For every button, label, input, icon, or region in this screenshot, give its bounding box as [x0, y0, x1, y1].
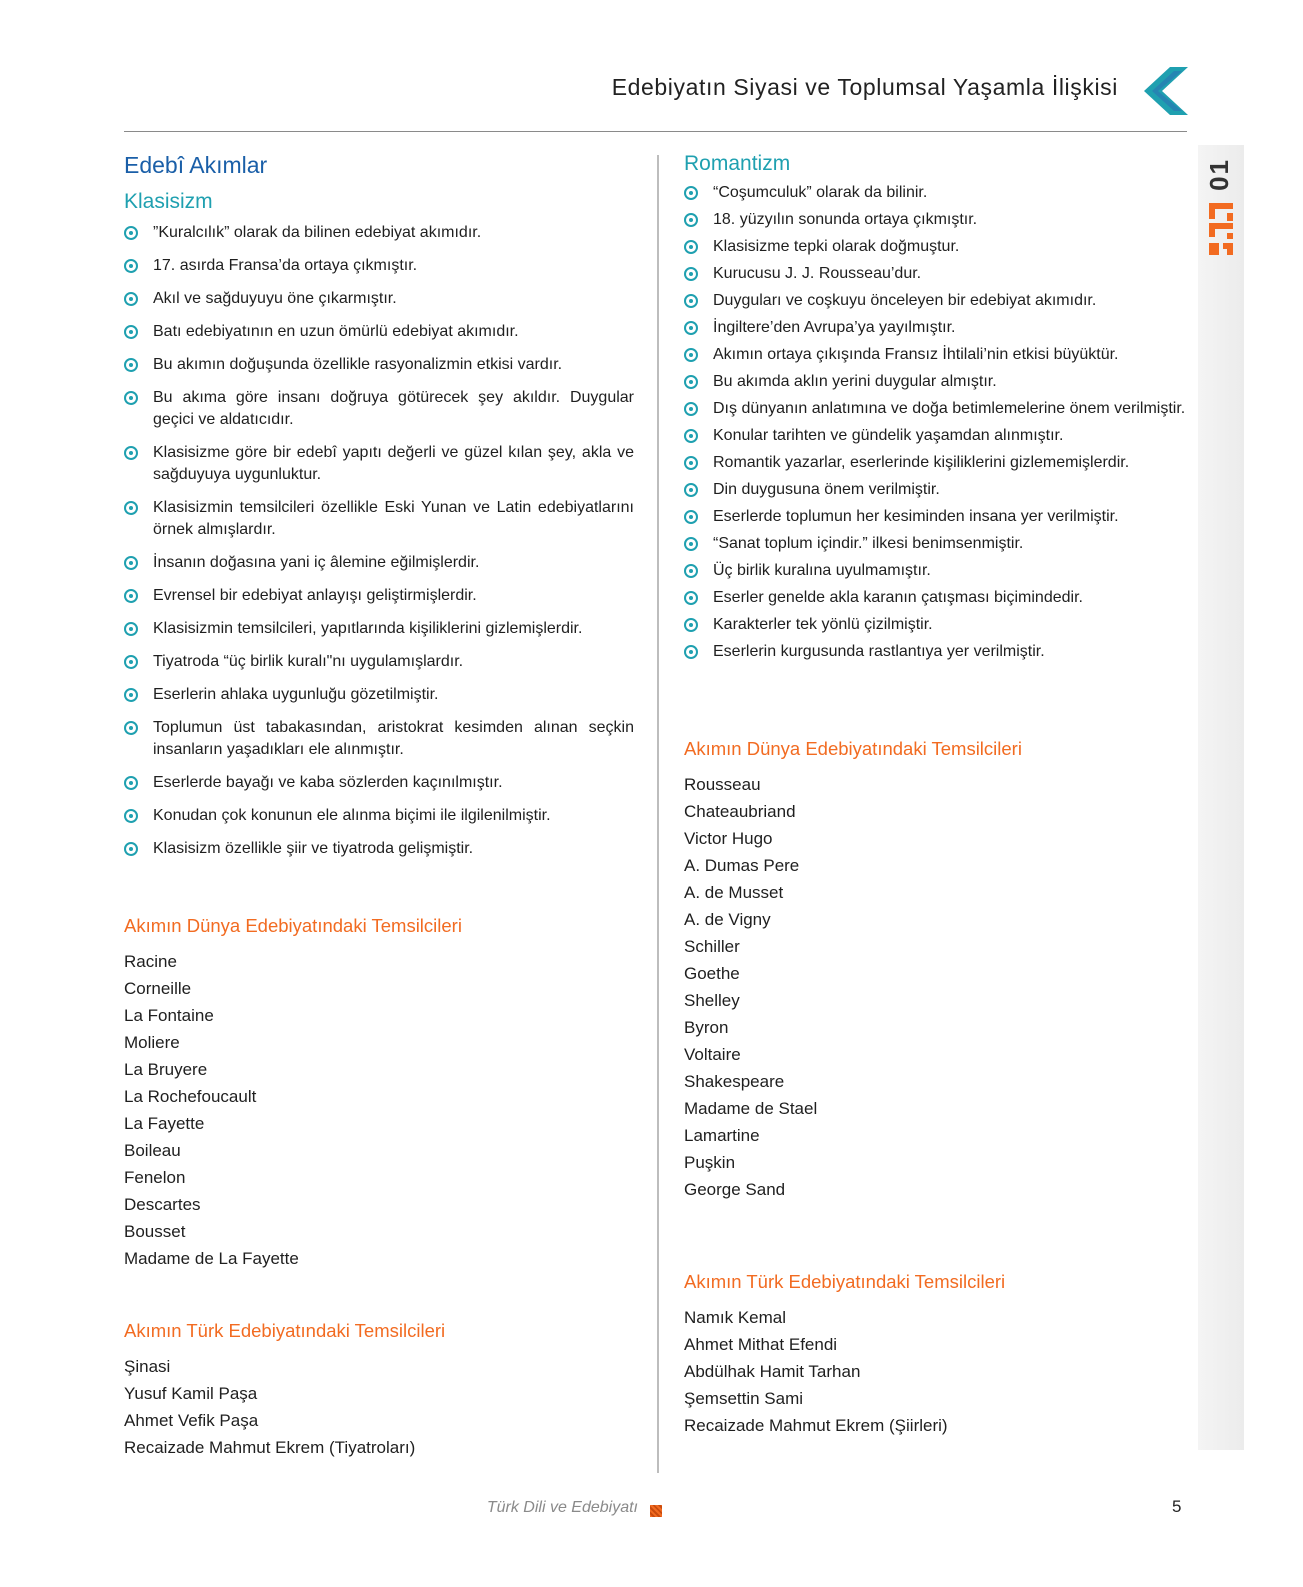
circle-dot-icon	[124, 589, 138, 603]
bullet-item	[124, 618, 634, 640]
bullet-item	[124, 255, 634, 277]
bullet-item	[684, 614, 1189, 636]
circle-dot-icon	[124, 501, 138, 515]
bullet-text: Akımın ortaya çıkışında Fransız İhtilali’nin etkisi büyüktür.	[713, 346, 1119, 363]
bullet-text: Eserlerde toplumun her kesiminden insana yer verilmiştir.	[713, 508, 1119, 525]
bullet-text: Eserlerin kurgusunda rastlantıya yer verilmiştir.	[713, 643, 1045, 660]
bullet-text: Kurucusu J. J. Rousseau’dur.	[713, 265, 922, 282]
bullet-item	[684, 641, 1189, 663]
representative-name: Madame de La Fayette	[124, 1249, 299, 1268]
bullet-item	[684, 506, 1189, 528]
circle-dot-icon	[684, 483, 698, 497]
classicism-heading: Klasisizm	[124, 190, 213, 213]
circle-dot-icon	[124, 622, 138, 636]
bullet-item	[124, 442, 634, 486]
circle-dot-icon	[124, 721, 138, 735]
circle-dot-icon	[124, 325, 138, 339]
representative-name: A. de Vigny	[684, 910, 771, 929]
circle-dot-icon	[684, 213, 698, 227]
representative-name: Boileau	[124, 1141, 181, 1160]
bullet-item	[684, 533, 1189, 555]
classicism-world-heading: Akımın Dünya Edebiyatındaki Temsilcileri	[124, 915, 462, 936]
representative-name: Voltaire	[684, 1045, 741, 1064]
representative-name: A. Dumas Pere	[684, 856, 800, 875]
bullet-item	[684, 317, 1189, 339]
bullet-item	[684, 344, 1189, 366]
circle-dot-icon	[684, 591, 698, 605]
bullet-item	[124, 288, 634, 310]
bullet-text: “Sanat toplum içindir.” ilkesi benimsenmiştir.	[713, 535, 1024, 552]
circle-dot-icon	[684, 456, 698, 470]
bullet-item	[684, 560, 1189, 582]
bullet-item	[124, 717, 634, 761]
representative-name: Recaizade Mahmut Ekrem (Tiyatroları)	[124, 1438, 416, 1457]
classicism-turk-list	[124, 1353, 634, 1461]
footer-square-icon	[650, 1505, 662, 1517]
classicism-bullet-list	[124, 222, 634, 860]
classicism-world-list	[124, 948, 634, 1272]
bullet-item	[124, 585, 634, 607]
representative-name: Goethe	[684, 964, 740, 983]
circle-dot-icon	[684, 537, 698, 551]
chapter-number: 01	[1204, 158, 1234, 191]
classicism-turk-heading: Akımın Türk Edebiyatındaki Temsilcileri	[124, 1320, 446, 1341]
bullet-text: Bu akımın doğuşunda özellikle rasyonalizmin etkisi vardır.	[153, 356, 563, 373]
bullet-item	[124, 354, 634, 376]
representative-name: Lamartine	[684, 1126, 760, 1145]
bullet-text: Klasisizmin temsilcileri, yapıtlarında kişiliklerini gizlemişlerdir.	[153, 620, 583, 637]
representative-name: Shakespeare	[684, 1072, 785, 1091]
circle-dot-icon	[124, 688, 138, 702]
bullet-text: Üç birlik kuralına uyulmamıştır.	[713, 562, 931, 579]
circle-dot-icon	[684, 294, 698, 308]
circle-dot-icon	[124, 842, 138, 856]
bullet-item	[124, 651, 634, 673]
representative-name: La Fontaine	[124, 1006, 214, 1025]
bullet-item	[684, 587, 1189, 609]
bullet-text: İngiltere’den Avrupa’ya yayılmıştır.	[713, 319, 956, 336]
circle-dot-icon	[124, 391, 138, 405]
circle-dot-icon	[124, 809, 138, 823]
representative-name: Racine	[124, 952, 177, 971]
romanticism-turk-heading: Akımın Türk Edebiyatındaki Temsilcileri	[684, 1271, 1006, 1292]
representative-name: Byron	[684, 1018, 729, 1037]
representative-name: Recaizade Mahmut Ekrem (Şiirleri)	[684, 1416, 948, 1435]
circle-dot-icon	[684, 645, 698, 659]
bullet-text: Bu akımda aklın yerini duygular almıştır.	[713, 373, 997, 390]
romanticism-turk-list	[684, 1304, 1189, 1439]
representative-name: George Sand	[684, 1180, 786, 1199]
representative-name: Yusuf Kamil Paşa	[124, 1384, 258, 1403]
bullet-text: “Coşumculuk” olarak da bilinir.	[713, 184, 928, 201]
circle-dot-icon	[684, 267, 698, 281]
representative-name: Bousset	[124, 1222, 186, 1241]
representative-name: Rousseau	[684, 775, 761, 794]
bullet-text: Din duygusuna önem verilmiştir.	[713, 481, 940, 498]
circle-dot-icon	[684, 618, 698, 632]
bullet-item	[684, 398, 1189, 420]
representative-name: Fenelon	[124, 1168, 186, 1187]
circle-dot-icon	[684, 186, 698, 200]
circle-dot-icon	[124, 259, 138, 273]
circle-dot-icon	[684, 321, 698, 335]
book-title: Türk Dili ve Edebiyatı	[486, 1499, 638, 1516]
representative-name: Şinasi	[124, 1357, 171, 1376]
bullet-text: Dış dünyanın anlatımına ve doğa betimlemelerine önem verilmiştir.	[713, 400, 1186, 417]
bullet-text: Batı edebiyatının en uzun ömürlü edebiyat akımıdır.	[153, 323, 519, 340]
circle-dot-icon	[124, 776, 138, 790]
representative-name: Namık Kemal	[684, 1308, 787, 1327]
bullet-item	[684, 236, 1189, 258]
publisher-logo	[1206, 203, 1236, 255]
bullet-item	[684, 371, 1189, 393]
header-divider	[124, 131, 1187, 132]
bullet-text: ”Kuralcılık” olarak da bilinen edebiyat akımıdır.	[153, 224, 482, 241]
bullet-text: 17. asırda Fransa’da ortaya çıkmıştır.	[153, 257, 418, 274]
circle-dot-icon	[684, 564, 698, 578]
bullet-item	[124, 805, 634, 827]
circle-dot-icon	[684, 429, 698, 443]
representative-name: Abdülhak Hamit Tarhan	[684, 1362, 861, 1381]
bullet-text: Eserler genelde akla karanın çatışması biçimindedir.	[713, 589, 1083, 606]
representative-name: La Fayette	[124, 1114, 205, 1133]
bullet-text: Akıl ve sağduyuyu öne çıkarmıştır.	[153, 290, 397, 307]
circle-dot-icon	[124, 292, 138, 306]
bullet-text: 18. yüzyılın sonunda ortaya çıkmıştır.	[713, 211, 978, 228]
bullet-text: Klasisizme tepki olarak doğmuştur.	[713, 238, 960, 255]
circle-dot-icon	[684, 402, 698, 416]
bullet-text: Klasisizme göre bir edebî yapıtı değerli ve güzel kılan şey, akla ve sağduyuya uygunluktur.	[153, 444, 634, 483]
bullet-text: Konular tarihten ve gündelik yaşamdan alınmıştır.	[713, 427, 1064, 444]
representative-name: La Rochefoucault	[124, 1087, 257, 1106]
representative-name: Puşkin	[684, 1153, 736, 1172]
representative-name: A. de Musset	[684, 883, 784, 902]
representative-name: Descartes	[124, 1195, 201, 1214]
circle-dot-icon	[684, 510, 698, 524]
bullet-item	[124, 222, 634, 244]
representative-name: Şemsettin Sami	[684, 1389, 804, 1408]
chapter-title: Edebiyatın Siyasi ve Toplumsal Yaşamla İlişkisi	[611, 74, 1118, 100]
bullet-text: Romantik yazarlar, eserlerinde kişiliklerini gizlememişlerdir.	[713, 454, 1130, 471]
representative-name: Corneille	[124, 979, 192, 998]
bullet-text: Konudan çok konunun ele alınma biçimi ile ilgilenilmiştir.	[153, 807, 551, 824]
section-heading: Edebî Akımlar	[124, 152, 268, 178]
bullet-text: Klasisizm özellikle şiir ve tiyatroda gelişmiştir.	[153, 840, 474, 857]
right-column	[684, 146, 1189, 1439]
bullet-item	[124, 772, 634, 794]
circle-dot-icon	[124, 655, 138, 669]
representative-name: Shelley	[684, 991, 740, 1010]
bullet-item	[124, 838, 634, 860]
representative-name: Victor Hugo	[684, 829, 773, 848]
bullet-item	[124, 387, 634, 431]
representative-name: Schiller	[684, 937, 740, 956]
circle-dot-icon	[124, 226, 138, 240]
representative-name: Madame de Stael	[684, 1099, 818, 1118]
circle-dot-icon	[684, 348, 698, 362]
bullet-text: Eserlerin ahlaka uygunluğu gözetilmiştir.	[153, 686, 439, 703]
bullet-text: Karakterler tek yönlü çizilmiştir.	[713, 616, 933, 633]
representative-name: Ahmet Vefik Paşa	[124, 1411, 259, 1430]
representative-name: Chateaubriand	[684, 802, 796, 821]
bullet-text: Bu akıma göre insanı doğruya götürecek şey akıldır. Duygular geçici ve aldatıcıdır.	[153, 389, 634, 428]
bullet-item	[684, 290, 1189, 312]
column-divider	[657, 155, 659, 1473]
circle-dot-icon	[124, 358, 138, 372]
bullet-item	[684, 209, 1189, 231]
chevron-left-icon	[1144, 67, 1188, 115]
romanticism-heading: Romantizm	[684, 152, 791, 175]
page-number: 5	[1172, 1497, 1182, 1516]
side-tab	[1198, 145, 1244, 1450]
circle-dot-icon	[124, 446, 138, 460]
bullet-item	[684, 425, 1189, 447]
bullet-text: Tiyatroda “üç birlik kuralı"nı uygulamışlardır.	[153, 653, 464, 670]
left-column	[124, 146, 634, 1461]
romanticism-world-heading: Akımın Dünya Edebiyatındaki Temsilcileri	[684, 738, 1022, 759]
representative-name: Moliere	[124, 1033, 180, 1052]
bullet-item	[684, 263, 1189, 285]
bullet-item	[684, 182, 1189, 204]
bullet-item	[684, 452, 1189, 474]
representative-name: La Bruyere	[124, 1060, 208, 1079]
circle-dot-icon	[684, 240, 698, 254]
representative-name: Ahmet Mithat Efendi	[684, 1335, 838, 1354]
bullet-item	[124, 684, 634, 706]
circle-dot-icon	[124, 556, 138, 570]
romanticism-world-list	[684, 771, 1189, 1203]
bullet-text: Eserlerde bayağı ve kaba sözlerden kaçınılmıştır.	[153, 774, 503, 791]
romanticism-bullet-list	[684, 182, 1189, 663]
bullet-item	[684, 479, 1189, 501]
bullet-text: Evrensel bir edebiyat anlayışı geliştirmişlerdir.	[153, 587, 477, 604]
circle-dot-icon	[684, 375, 698, 389]
bullet-item	[124, 321, 634, 343]
bullet-item	[124, 552, 634, 574]
bullet-text: Klasisizmin temsilcileri özellikle Eski Yunan ve Latin edebiyatlarını örnek almışlardır.	[153, 499, 634, 538]
bullet-text: Duyguları ve coşkuyu önceleyen bir edebiyat akımıdır.	[713, 292, 1097, 309]
bullet-text: İnsanın doğasına yani iç âlemine eğilmişlerdir.	[153, 554, 480, 571]
bullet-item	[124, 497, 634, 541]
bullet-text: Toplumun üst tabakasından, aristokrat kesimden alınan seçkin insanların yaşadıkları ele alınmıştır.	[153, 719, 634, 758]
